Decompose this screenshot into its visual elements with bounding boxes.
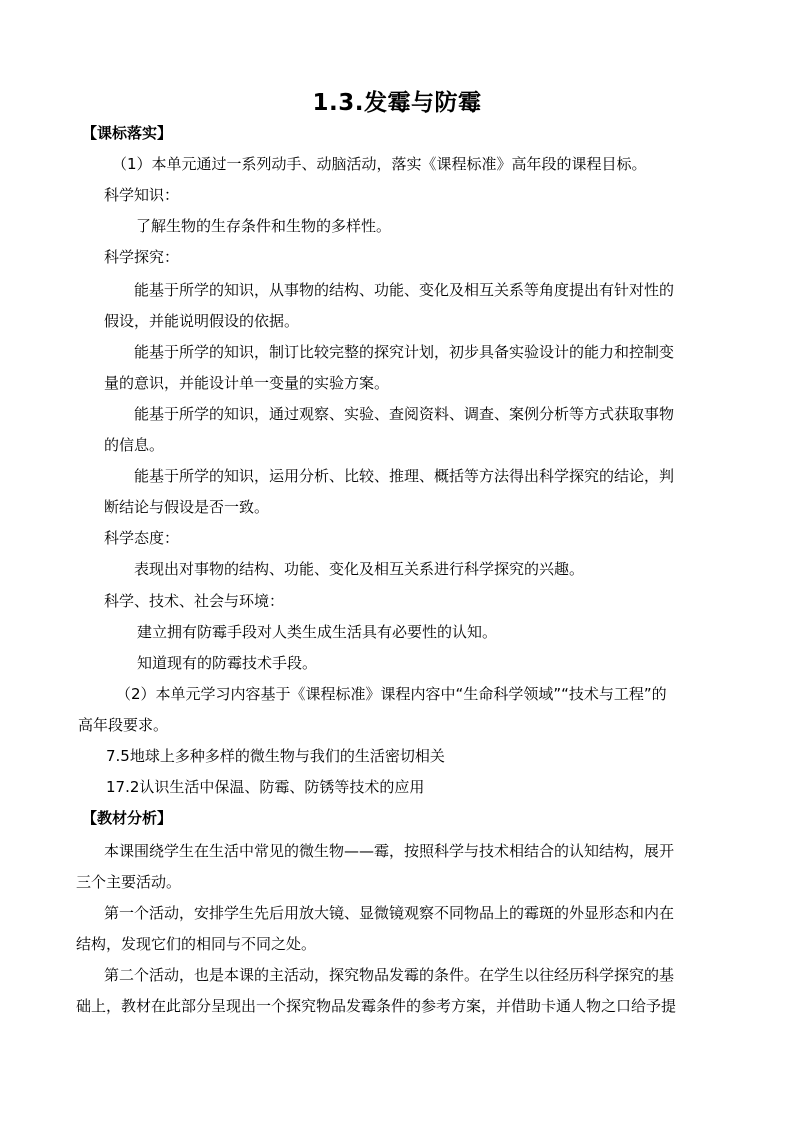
paragraph-line: 能基于所学的知识，从事物的结构、功能、变化及相互关系等角度提出有针对性的 [134,281,675,299]
paragraph-line: 础上，教材在此部分呈现出一个探究物品发霉条件的参考方案，并借助卡通人物之口给予提 [76,997,677,1015]
paragraph-line: 本课围绕学生在生活中常见的微生物——霉，按照科学与技术相结合的认知结构，展开 [104,842,675,860]
paragraph-line: 断结论与假设是否一致。 [104,498,270,516]
page-title: 1.3.发霉与防霉 [312,90,482,116]
paragraph-line: 第二个活动，也是本课的主活动，探究物品发霉的条件。在学生以往经历科学探究的基 [104,966,675,984]
paragraph-line: 三个主要活动。 [76,873,182,891]
requirement-item: 7.5地球上多种多样的微生物与我们的生活密切相关 [106,747,445,765]
paragraph-line: 能基于所学的知识，运用分析、比较、推理、概括等方法得出科学探究的结论，判 [134,467,675,485]
paragraph-line: 了解生物的生存条件和生物的多样性。 [136,217,392,235]
paragraph-line: 第一个活动，安排学生先后用放大镜、显微镜观察不同物品上的霉斑的外显形态和内在 [104,904,675,922]
paragraph-line: （2）本单元学习内容基于《课程标准》课程内容中“生命科学领域”“技术与工程”的 [116,685,667,703]
paragraph-line: 建立拥有防霉手段对人类生成生活具有必要性的认知。 [137,623,498,641]
subheading-knowledge: 科学知识： [104,186,180,204]
subheading-sts: 科学、技术、社会与环境： [104,592,285,610]
section-heading-textbook-analysis: 【教材分析】 [82,809,173,827]
paragraph-line: 结构，发现它们的相同与不同之处。 [76,935,317,953]
paragraph-line: 高年段要求。 [78,716,169,734]
paragraph-line: （1）本单元通过一系列动手、动脑活动，落实《课程标准》高年段的课程目标。 [112,155,647,173]
section-heading-standards: 【课标落实】 [82,124,173,142]
requirement-item: 17.2认识生活中保温、防霉、防锈等技术的应用 [106,778,425,796]
paragraph-line: 量的意识，并能设计单一变量的实验方案。 [104,374,390,392]
paragraph-line: 知道现有的防霉技术手段。 [137,654,318,672]
paragraph-line: 表现出对事物的结构、功能、变化及相互关系进行科学探究的兴趣。 [134,560,585,578]
paragraph-line: 能基于所学的知识，制订比较完整的探究计划，初步具备实验设计的能力和控制变 [134,343,675,361]
subheading-attitude: 科学态度： [104,529,180,547]
paragraph-line: 能基于所学的知识，通过观察、实验、查阅资料、调查、案例分析等方式获取事物 [134,405,675,423]
subheading-inquiry: 科学探究： [104,248,180,266]
paragraph-line: 假设，并能说明假设的依据。 [104,312,300,330]
paragraph-line: 的信息。 [104,436,165,454]
